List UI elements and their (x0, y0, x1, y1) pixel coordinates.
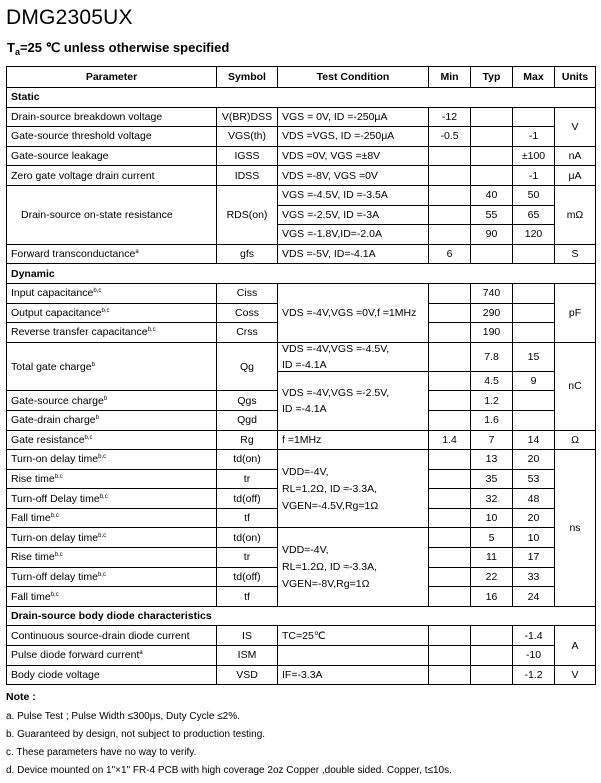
min-cell (429, 323, 471, 343)
header-parameter: Parameter (7, 67, 217, 88)
max-cell: -1 (513, 127, 555, 147)
symbol-cell: IGSS (217, 146, 278, 166)
typ-cell (471, 166, 513, 186)
typ-cell: 190 (471, 323, 513, 343)
min-cell (429, 166, 471, 186)
symbol-cell: Ciss (217, 283, 278, 303)
max-cell: -1.2 (513, 665, 555, 685)
header-units: Units (555, 67, 596, 88)
symbol-cell: Qgs (217, 391, 278, 411)
unit-cell: nC (555, 342, 596, 430)
param-cell: Forward transconductance$^a$ (7, 244, 217, 264)
table-row (7, 146, 596, 166)
symbol-cell: IS (217, 626, 278, 646)
condition-cell: VGS = 0V, ID =-250μA (278, 107, 429, 127)
condition-cell: VDS =-8V, VGS =0V (278, 166, 429, 186)
table-row (7, 107, 596, 127)
condition-cell: VGS =-2.5V, ID =-3A (278, 205, 429, 225)
header-typ: Typ (471, 67, 513, 88)
section-row (7, 264, 596, 284)
condition-cell: VDS =-5V, ID=-4.1A (278, 244, 429, 264)
table-row (7, 283, 596, 303)
max-cell (513, 391, 555, 411)
max-cell: 10 (513, 528, 555, 548)
min-cell (429, 185, 471, 205)
symbol-cell: tf (217, 508, 278, 528)
typ-cell: 290 (471, 303, 513, 323)
max-cell: 48 (513, 489, 555, 509)
min-cell (429, 567, 471, 587)
unit-cell: S (555, 244, 596, 264)
typ-cell: 740 (471, 283, 513, 303)
max-cell (513, 107, 555, 127)
typ-cell: 35 (471, 469, 513, 489)
unit-cell: Ω (555, 430, 596, 450)
param-cell: Continuous source-drain diode current (7, 626, 217, 646)
max-cell: 53 (513, 469, 555, 489)
max-cell: 50 (513, 185, 555, 205)
min-cell (429, 391, 471, 411)
note-item: b. Guaranteed by design, not subject to production testing. (6, 729, 266, 740)
min-cell: -12 (429, 107, 471, 127)
unit-cell: V (555, 107, 596, 146)
unit-cell: mΩ (555, 185, 596, 244)
header-symbol: Symbol (217, 67, 278, 88)
symbol-cell: Crss (217, 323, 278, 343)
param-cell: Gate-source leakage (7, 146, 217, 166)
min-cell (429, 146, 471, 166)
min-cell (429, 665, 471, 685)
param-cell: Gate-drain charge$^b$ (7, 410, 217, 430)
symbol-cell: tf (217, 587, 278, 607)
condition-cell: VDS =-4V,VGS =-4.5V, ID =-4.1A (278, 342, 429, 371)
notes-block (6, 691, 452, 783)
symbol-cell: td(off) (217, 567, 278, 587)
note-item: d. Device mounted on 1"×1" FR-4 PCB with high coverage 2oz Copper ,double sided. Copper, t≤10s. (6, 765, 452, 776)
condition-cell: VDS =VGS, ID =-250μA (278, 127, 429, 147)
symbol-cell: IDSS (217, 166, 278, 186)
typ-cell: 1.2 (471, 391, 513, 411)
symbol-cell: VGS(th) (217, 127, 278, 147)
typ-cell (471, 146, 513, 166)
min-cell (429, 587, 471, 607)
typ-cell: 5 (471, 528, 513, 548)
unit-cell: pF (555, 283, 596, 342)
table-row (7, 342, 596, 371)
typ-cell: 32 (471, 489, 513, 509)
min-cell (429, 225, 471, 245)
typ-cell: 90 (471, 225, 513, 245)
typ-cell: 7 (471, 430, 513, 450)
max-cell (513, 244, 555, 264)
param-cell: Turn-on delay time$^{b,c}$ (7, 450, 217, 470)
typ-cell: 13 (471, 450, 513, 470)
min-cell (429, 283, 471, 303)
table-row (7, 166, 596, 186)
header-max: Max (513, 67, 555, 88)
table-header-row (7, 67, 596, 88)
max-cell: 33 (513, 567, 555, 587)
param-cell: Fall time$^{b,c}$ (7, 587, 217, 607)
condition-cell: IF=-3.3A (278, 665, 429, 685)
typ-cell: 7.8 (471, 342, 513, 371)
typ-cell: 55 (471, 205, 513, 225)
param-cell: Output capacitance$^{b,c}$ (7, 303, 217, 323)
unit-cell: V (555, 665, 596, 685)
condition-cell: VGS =-1.8V,ID=-2.0A (278, 225, 429, 245)
condition-cell: f =1MHz (278, 430, 429, 450)
max-cell: 20 (513, 450, 555, 470)
table-row (7, 528, 596, 548)
param-cell: Fall time$^{b,c}$ (7, 508, 217, 528)
min-cell (429, 489, 471, 509)
param-cell: Turn-off delay time$^{b,c}$ (7, 567, 217, 587)
symbol-cell: Rg (217, 430, 278, 450)
section-diode: Drain-source body diode characteristics (7, 606, 596, 626)
param-cell: Gate-source threshold voltage (7, 127, 217, 147)
symbol-cell: RDS(on) (217, 185, 278, 244)
header-min: Min (429, 67, 471, 88)
symbol-cell: VSD (217, 665, 278, 685)
max-cell: 15 (513, 342, 555, 371)
typ-cell: 11 (471, 548, 513, 568)
min-cell (429, 205, 471, 225)
min-cell (429, 410, 471, 430)
symbol-cell: Coss (217, 303, 278, 323)
typ-cell (471, 107, 513, 127)
section-dynamic: Dynamic (7, 264, 596, 284)
param-cell: Input capacitance$^{b,c}$ (7, 283, 217, 303)
test-condition-note: $T_a=25$ ℃ unless otherwise specified (7, 40, 230, 57)
header-test-condition: Test Condition (278, 67, 429, 88)
condition-cell: TC=25℃ (278, 626, 429, 646)
param-cell: Pulse diode forward current$^a$ (7, 646, 217, 666)
condition-cell: VDD=-4V, RL=1.2Ω, ID ≈-3.3A, VGEN=-8V,Rg=1Ω (278, 528, 429, 606)
param-cell: Drain-source on-state resistance (7, 185, 217, 244)
symbol-cell: ISM (217, 646, 278, 666)
condition-cell: VDS =0V, VGS =±8V (278, 146, 429, 166)
symbol-cell: tr (217, 469, 278, 489)
max-cell: 9 (513, 371, 555, 391)
table-row (7, 244, 596, 264)
typ-cell (471, 626, 513, 646)
symbol-cell: Qg (217, 342, 278, 391)
unit-cell: A (555, 626, 596, 665)
table-row (7, 626, 596, 646)
symbol-cell: V(BR)DSS (217, 107, 278, 127)
max-cell: 24 (513, 587, 555, 607)
min-cell (429, 528, 471, 548)
max-cell (513, 283, 555, 303)
table-row (7, 185, 596, 205)
param-cell: Drain-source breakdown voltage (7, 107, 217, 127)
param-cell: Body ciode voltage (7, 665, 217, 685)
symbol-cell: td(off) (217, 489, 278, 509)
max-cell: 14 (513, 430, 555, 450)
min-cell (429, 548, 471, 568)
param-cell: Gate-source charge$^b$ (7, 391, 217, 411)
condition-cell: VDS =-4V,VGS =0V,f =1MHz (278, 283, 429, 342)
max-cell: -1.4 (513, 626, 555, 646)
typ-cell (471, 665, 513, 685)
param-cell: Total gate charge$^b$ (7, 342, 217, 391)
param-cell: Reverse transfer capacitance$^{b,c}$ (7, 323, 217, 343)
electrical-characteristics-table (6, 66, 596, 685)
section-row (7, 606, 596, 626)
typ-cell (471, 646, 513, 666)
min-cell (429, 508, 471, 528)
symbol-cell: gfs (217, 244, 278, 264)
table-row (7, 646, 596, 666)
condition-cell: VDD=-4V, RL=1.2Ω, ID ≈-3.3A, VGEN=-4.5V,Rg=1Ω (278, 450, 429, 528)
max-cell: -10 (513, 646, 555, 666)
max-cell: 17 (513, 548, 555, 568)
max-cell (513, 323, 555, 343)
max-cell: 120 (513, 225, 555, 245)
param-cell: Gate resistance$^{b,c}$ (7, 430, 217, 450)
min-cell (429, 450, 471, 470)
symbol-cell: td(on) (217, 528, 278, 548)
section-static: Static (7, 88, 596, 108)
note-item: a. Pulse Test ; Pulse Width ≤300μs, Duty Cycle ≤2%. (6, 711, 240, 722)
param-cell: Zero gate voltage drain current (7, 166, 217, 186)
typ-cell: 16 (471, 587, 513, 607)
typ-cell (471, 244, 513, 264)
unit-cell: μA (555, 166, 596, 186)
max-cell: 65 (513, 205, 555, 225)
typ-cell: 40 (471, 185, 513, 205)
typ-cell: 10 (471, 508, 513, 528)
min-cell (429, 371, 471, 391)
max-cell: ±100 (513, 146, 555, 166)
table-row (7, 450, 596, 470)
typ-cell: 4.5 (471, 371, 513, 391)
table-row (7, 430, 596, 450)
section-row (7, 88, 596, 108)
param-cell: Rise time$^{b,c}$ (7, 548, 217, 568)
condition-cell: VGS =-4.5V, ID =-3.5A (278, 185, 429, 205)
param-cell: Turn-off Delay time$^{b,c}$ (7, 489, 217, 509)
typ-cell (471, 127, 513, 147)
min-cell: 6 (429, 244, 471, 264)
max-cell (513, 303, 555, 323)
unit-cell: ns (555, 450, 596, 607)
min-cell (429, 303, 471, 323)
symbol-cell: td(on) (217, 450, 278, 470)
typ-cell: 22 (471, 567, 513, 587)
min-cell (429, 342, 471, 371)
param-cell: Turn-on delay time$^{b,c}$ (7, 528, 217, 548)
min-cell: 1.4 (429, 430, 471, 450)
min-cell (429, 626, 471, 646)
min-cell (429, 646, 471, 666)
symbol-cell: Qgd (217, 410, 278, 430)
typ-cell: 1.6 (471, 410, 513, 430)
max-cell: 20 (513, 508, 555, 528)
min-cell (429, 469, 471, 489)
condition-cell: VDS =-4V,VGS =-2.5V, ID =-4.1A (278, 371, 429, 430)
note-item: c. These parameters have no way to verify. (6, 747, 197, 758)
condition-cell (278, 646, 429, 666)
unit-cell: nA (555, 146, 596, 166)
param-cell: Rise time$^{b,c}$ (7, 469, 217, 489)
min-cell: -0.5 (429, 127, 471, 147)
notes-heading: Note : (6, 691, 36, 703)
part-number-title: DMG2305UX (6, 6, 133, 29)
max-cell: -1 (513, 166, 555, 186)
symbol-cell: tr (217, 548, 278, 568)
table-row (7, 127, 596, 147)
max-cell (513, 410, 555, 430)
table-row (7, 665, 596, 685)
